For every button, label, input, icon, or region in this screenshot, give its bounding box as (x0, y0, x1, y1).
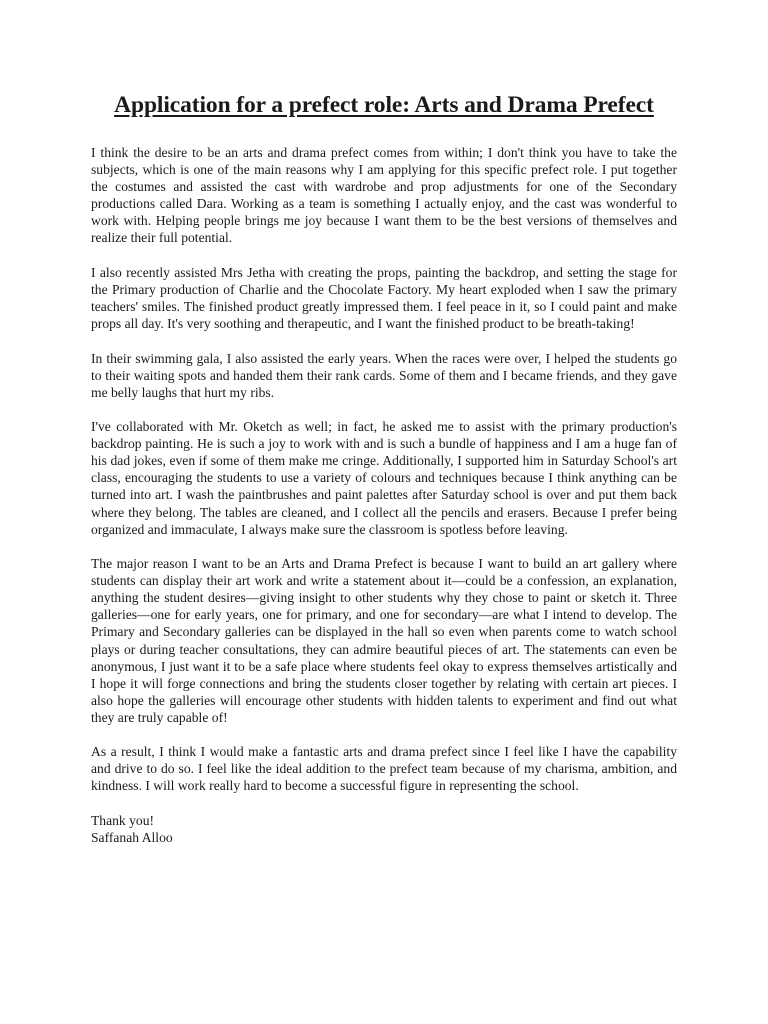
paragraph-intro: I think the desire to be an arts and drama prefect comes from within; I don't think you have to take the subjects, which is one of the main reasons why I am applying for this specific prefect role. I put together the costumes and assisted the cast with wardrobe and prop adjustments for one of the Secondary productions called Dara. Working as a team is something I actually enjoy, and the cast was wonderful to work with. Helping people brings me joy because I want them to be the best versions of themselves and realize their full potential. (91, 145, 677, 246)
document-title: Application for a prefect role: Arts and Drama Prefect (114, 92, 654, 118)
paragraph-collaboration: I've collaborated with Mr. Oketch as well; in fact, he asked me to assist with the primary production's backdrop painting. He is such a joy to work with and is such a bundle of happiness and I am a huge fan of his dad jokes, even if some of them make me cringe. Additionally, I supported him in Saturday School's art class, encouraging the students to use a variety of colours and techniques because I think anything can be turned into art. I wash the paintbrushes and paint palettes after Saturday school is over and put them back where they belong. The tables are cleaned, and I collect all the pencils and erasers. Because I prefer being organized and immaculate, I always make sure the classroom is spotless before leaving. (91, 419, 677, 537)
paragraph-conclusion: As a result, I think I would make a fantastic arts and drama prefect since I feel like I have the capability and drive to do so. I feel like the ideal addition to the prefect team because of my charisma, ambition, and kindness. I will work really hard to become a successful figure in representing the school. (91, 744, 677, 794)
closing-line: Thank you! (91, 812, 155, 828)
document-page (91, 92, 677, 846)
signature: Saffanah Alloo (91, 829, 173, 845)
paragraph-art-gallery: The major reason I want to be an Arts and Drama Prefect is because I want to build an art gallery where students can display their art work and write a statement about it—could be a confession, an explanation, anything the student desires—giving insight to other students why they chose to paint or sketch it. Three galleries—one for early years, one for primary, and one for secondary—are what I intend to develop. The Primary and Secondary galleries can be displayed in the hall so even when parents come to watch school plays or during teacher consultations, they can admire beautiful pieces of art. The statements can even be anonymous, I just want it to be a safe place where students feel okay to express themselves artistically and I hope it will forge connections and bring the students closer together by relating with certain art pieces. I also hope the galleries will encourage other students with hidden talents to experiment and find out what they are truly capable of! (91, 556, 677, 725)
paragraph-swimming-gala: In their swimming gala, I also assisted the early years. When the races were over, I helped the students go to their waiting spots and handed them their rank cards. Some of them and I became friends, and they gave me belly laughs that hurt my ribs. (91, 350, 677, 400)
paragraph-props: I also recently assisted Mrs Jetha with creating the props, painting the backdrop, and setting the stage for the Primary production of Charlie and the Chocolate Factory. My heart exploded when I saw the primary teachers' smiles. The finished product greatly impressed them. I feel peace in it, so I could paint and make props all day. It's very soothing and therapeutic, and I want the finished product to be breath-taking! (91, 264, 677, 332)
